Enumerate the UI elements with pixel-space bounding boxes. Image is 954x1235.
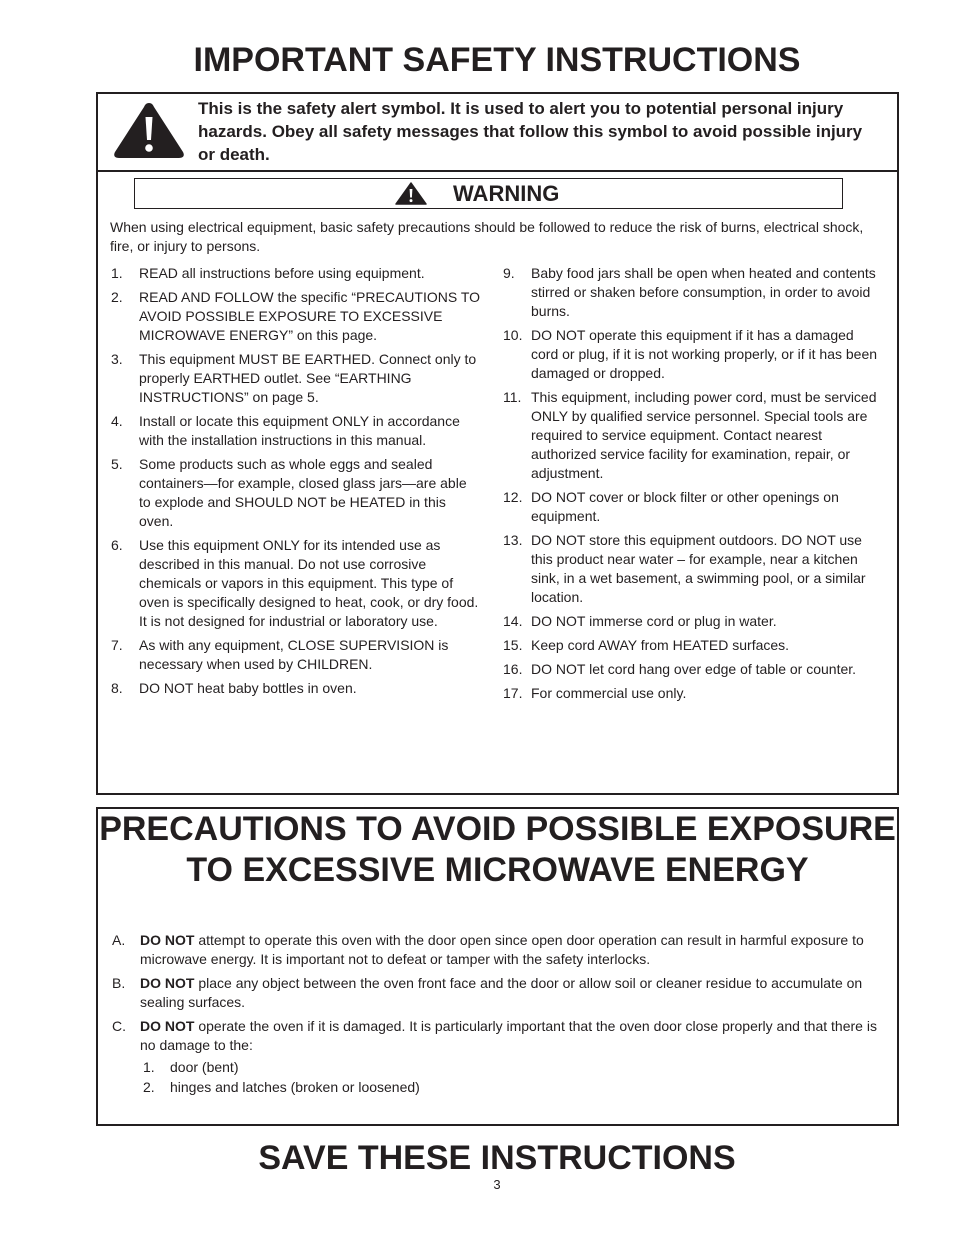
- list-item: [110, 288, 480, 345]
- item-text: Baby food jars shall be open when heated and contents stirred or shaken before consumption, in order to avoid burns.: [531, 265, 876, 319]
- item-text: DO NOT heat baby bottles in oven.: [139, 680, 357, 696]
- item-letter: B.: [112, 975, 126, 991]
- list-item: [502, 326, 882, 383]
- save-instructions-title: SAVE THESE INSTRUCTIONS: [258, 1139, 736, 1177]
- item-number: 15.: [503, 637, 523, 653]
- item-text: hinges and latches (broken or loosened): [170, 1079, 420, 1095]
- list-item: [110, 536, 480, 631]
- warning-intro: When using electrical equipment, basic safety precautions should be followed to reduce the risk of burns, electrical shock, fire, or injury to persons.: [110, 219, 864, 254]
- list-item: [112, 974, 882, 1012]
- item-number: 9.: [503, 265, 515, 281]
- item-text: For commercial use only.: [531, 685, 687, 701]
- item-text: As with any equipment, CLOSE SUPERVISION is necessary when used by CHILDREN.: [139, 637, 449, 672]
- item-text: place any object between the oven front face and the door or allow soil or cleaner residue to accumulate on sealing surfaces.: [140, 975, 863, 1010]
- item-text: This equipment MUST BE EARTHED. Connect only to properly EARTHED outlet. See “EARTHING INSTRUCTIONS” on page 5.: [139, 351, 477, 405]
- item-text: READ all instructions before using equipment.: [139, 265, 425, 281]
- list-item: [112, 931, 882, 969]
- item-letter: C.: [112, 1018, 126, 1034]
- safety-alert-text: This is the safety alert symbol. It is used to alert you to potential personal injury hazards. Obey all safety messages that follow this symbol to avoid possible injury or death.: [198, 99, 863, 164]
- warning-banner: [134, 178, 843, 209]
- item-text: attempt to operate this oven with the door open since open door operation can result in harmful exposure to microwave energy. It is important not to defeat or tamper with the safety interlocks.: [140, 932, 864, 967]
- sub-list-item: [140, 1058, 882, 1077]
- item-text: DO NOT immerse cord or plug in water.: [531, 613, 777, 629]
- item-emphasis: DO NOT: [140, 932, 195, 948]
- item-number: 11.: [503, 389, 522, 405]
- list-item: [502, 612, 882, 631]
- warning-list-left: [110, 264, 480, 703]
- item-number: 4.: [111, 413, 123, 429]
- item-number: 17.: [503, 685, 523, 701]
- item-number: 13.: [503, 532, 523, 548]
- warning-triangle-icon: [395, 182, 427, 205]
- item-text: operate the oven if it is damaged. It is particularly important that the oven door close properly and that there is no damage to the:: [140, 1018, 877, 1053]
- list-item: [502, 636, 882, 655]
- list-item: [110, 679, 480, 698]
- list-item: [502, 531, 882, 607]
- list-item: [110, 264, 480, 283]
- damage-sub-list: [140, 1058, 882, 1097]
- item-number: 12.: [503, 489, 523, 505]
- item-emphasis: DO NOT: [140, 1018, 195, 1034]
- warning-list-right: [502, 264, 882, 708]
- warning-section: [96, 170, 899, 795]
- item-number: 1.: [111, 265, 123, 281]
- list-item: [502, 388, 882, 483]
- item-number: 16.: [503, 661, 523, 677]
- item-text: Some products such as whole eggs and sealed containers—for example, closed glass jars—are able to explode and SHOULD NOT be HEATED in this oven.: [139, 456, 467, 529]
- item-text: Use this equipment ONLY for its intended use as described in this manual. Do not use corrosive chemicals or vapors in this equipment. This type of oven is specifically designed to heat, cook, or dry food. It is not designed for industrial or laboratory use.: [139, 537, 479, 629]
- safety-alert-box: [96, 92, 899, 172]
- item-number: 3.: [111, 351, 123, 367]
- item-number: 8.: [111, 680, 123, 696]
- item-text: READ AND FOLLOW the specific “PRECAUTIONS TO AVOID POSSIBLE EXPOSURE TO EXCESSIVE MICROWAVE ENERGY” on this page.: [139, 289, 481, 343]
- item-number: 6.: [111, 537, 123, 553]
- item-text: Keep cord AWAY from HEATED surfaces.: [531, 637, 790, 653]
- list-item: [502, 660, 882, 679]
- item-number: 14.: [503, 613, 523, 629]
- item-text: This equipment, including power cord, must be serviced ONLY by qualified service personnel. Special tools are required to service equipment. Contact nearest authorized service facility for examination, repair, or adjustment.: [531, 389, 877, 481]
- precautions-list: [112, 931, 882, 1102]
- list-item: [502, 488, 882, 526]
- precautions-section: [96, 807, 899, 1126]
- item-text: door (bent): [170, 1059, 239, 1075]
- item-number: 7.: [111, 637, 123, 653]
- list-item: [110, 412, 480, 450]
- list-item: [110, 455, 480, 531]
- list-item: [112, 1017, 882, 1097]
- item-number: 5.: [111, 456, 123, 472]
- item-text: Install or locate this equipment ONLY in accordance with the installation instructions in this manual.: [139, 413, 460, 448]
- list-item: [110, 350, 480, 407]
- sub-list-item: [140, 1078, 882, 1097]
- item-text: DO NOT store this equipment outdoors. DO NOT use this product near water – for example, near a kitchen sink, in a wet basement, a swimming pool, or a similar location.: [531, 532, 866, 605]
- item-letter: A.: [112, 932, 126, 948]
- page-title: IMPORTANT SAFETY INSTRUCTIONS: [193, 41, 801, 79]
- list-item: [502, 264, 882, 321]
- item-number: 2.: [111, 289, 123, 305]
- list-item: [502, 684, 882, 703]
- item-emphasis: DO NOT: [140, 975, 195, 991]
- item-number: 2.: [143, 1079, 155, 1095]
- page-number: 3: [493, 1177, 501, 1192]
- item-text: DO NOT cover or block filter or other openings on equipment.: [531, 489, 839, 524]
- item-number: 10.: [503, 327, 523, 343]
- warning-label: WARNING: [453, 181, 560, 206]
- item-text: DO NOT operate this equipment if it has a damaged cord or plug, if it is not working properly, or if it has been damaged or dropped.: [531, 327, 878, 381]
- item-text: DO NOT let cord hang over edge of table or counter.: [531, 661, 857, 677]
- warning-triangle-icon: [112, 100, 186, 160]
- item-number: 1.: [143, 1059, 155, 1075]
- precautions-title: PRECAUTIONS TO AVOID POSSIBLE EXPOSURE TO EXCESSIVE MICROWAVE ENERGY: [99, 810, 896, 889]
- list-item: [110, 636, 480, 674]
